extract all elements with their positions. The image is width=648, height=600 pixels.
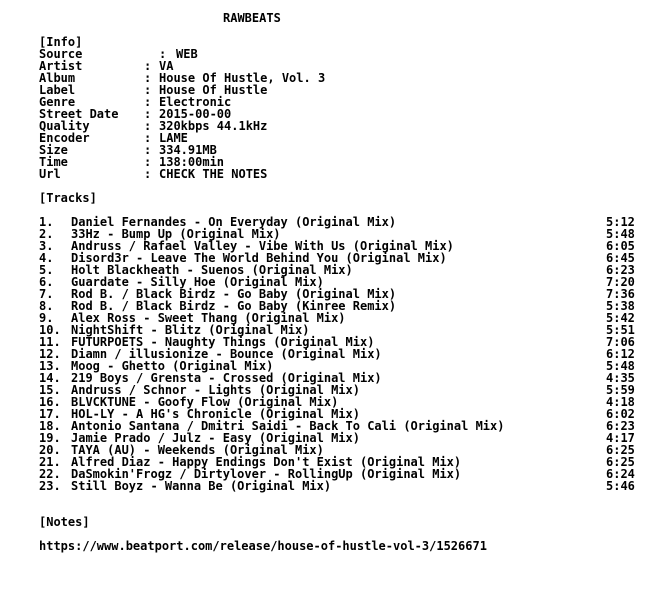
track-duration: 5:38 xyxy=(606,299,635,313)
track-title: Andruss / Rafael Valley - Vibe With Us (Original Mix) xyxy=(71,239,454,253)
track-duration: 6:02 xyxy=(606,407,635,421)
info-value-encoder: LAME xyxy=(159,131,188,145)
track-duration: 6:05 xyxy=(606,239,635,253)
info-label-time: Time xyxy=(39,155,68,169)
info-separator: : xyxy=(144,71,152,85)
track-number: 23. xyxy=(39,479,61,493)
track-number: 13. xyxy=(39,359,61,373)
notes-section-header: [Notes] xyxy=(39,515,90,529)
notes-url: https://www.beatport.com/release/house-of-hustle-vol-3/1526671 xyxy=(39,539,487,553)
track-number: 9. xyxy=(39,311,54,325)
info-value-source: WEB xyxy=(176,47,198,61)
info-label-album: Album xyxy=(39,71,76,85)
info-value-url: CHECK THE NOTES xyxy=(159,167,268,181)
track-duration: 5:51 xyxy=(606,323,635,337)
info-value-artist: VA xyxy=(159,59,174,73)
info-label-size: Size xyxy=(39,143,68,157)
track-number: 19. xyxy=(39,431,61,445)
info-value-album: House Of Hustle, Vol. 3 xyxy=(159,71,326,85)
info-separator: : xyxy=(144,167,152,181)
info-label-genre: Genre xyxy=(39,95,76,109)
track-number: 8. xyxy=(39,299,54,313)
track-number: 11. xyxy=(39,335,61,349)
info-label-street-date: Street Date xyxy=(39,107,119,121)
track-number: 7. xyxy=(39,287,54,301)
track-number: 2. xyxy=(39,227,54,241)
track-duration: 6:24 xyxy=(606,467,635,481)
track-title: Moog - Ghetto (Original Mix) xyxy=(71,359,274,373)
info-separator: : xyxy=(144,59,152,73)
track-number: 15. xyxy=(39,383,61,397)
info-value-street-date: 2015-00-00 xyxy=(159,107,232,121)
info-section-header: [Info] xyxy=(39,35,83,49)
track-title: Still Boyz - Wanna Be (Original Mix) xyxy=(71,479,332,493)
track-title: Guardate - Silly Hoe (Original Mix) xyxy=(71,275,324,289)
track-number: 4. xyxy=(39,251,54,265)
info-value-quality: 320kbps 44.1kHz xyxy=(159,119,268,133)
info-value-time: 138:00min xyxy=(159,155,225,169)
track-title: Holt Blackheath - Suenos (Original Mix) xyxy=(71,263,353,277)
track-title: TAYA (AU) - Weekends (Original Mix) xyxy=(71,443,324,457)
info-separator: : xyxy=(144,131,152,145)
track-title: NightShift - Blitz (Original Mix) xyxy=(71,323,310,337)
track-title: BLVCKTUNE - Goofy Flow (Original Mix) xyxy=(71,395,339,409)
track-duration: 6:23 xyxy=(606,419,635,433)
track-duration: 7:36 xyxy=(606,287,635,301)
track-title: 33Hz - Bump Up (Original Mix) xyxy=(71,227,281,241)
info-label-url: Url xyxy=(39,167,61,181)
track-number: 20. xyxy=(39,443,61,457)
track-number: 17. xyxy=(39,407,61,421)
track-duration: 7:06 xyxy=(606,335,635,349)
info-value-label: House Of Hustle xyxy=(159,83,268,97)
track-title: FUTURPOETS - Naughty Things (Original Mix) xyxy=(71,335,375,349)
track-title: Rod B. / Black Birdz - Go Baby (Kinree Remix) xyxy=(71,299,397,313)
track-number: 6. xyxy=(39,275,54,289)
track-title: Jamie Prado / Julz - Easy (Original Mix) xyxy=(71,431,360,445)
document-title: RAWBEATS xyxy=(223,11,281,25)
track-duration: 5:48 xyxy=(606,227,635,241)
track-duration: 4:17 xyxy=(606,431,635,445)
info-separator: : xyxy=(144,143,152,157)
info-label-source: Source xyxy=(39,47,83,61)
track-number: 21. xyxy=(39,455,61,469)
track-title: Alex Ross - Sweet Thang (Original Mix) xyxy=(71,311,346,325)
info-separator: : xyxy=(144,107,152,121)
track-number: 10. xyxy=(39,323,61,337)
track-title: Antonio Santana / Dmitri Saidi - Back To Cali (Original Mix) xyxy=(71,419,505,433)
track-duration: 4:18 xyxy=(606,395,635,409)
track-number: 5. xyxy=(39,263,54,277)
track-title: Daniel Fernandes - On Everyday (Original Mix) xyxy=(71,215,397,229)
track-duration: 6:25 xyxy=(606,443,635,457)
track-title: HOL-LY - A HG's Chronicle (Original Mix) xyxy=(71,407,360,421)
track-title: 219 Boys / Grensta - Crossed (Original Mix) xyxy=(71,371,382,385)
info-separator: : xyxy=(144,83,152,97)
track-number: 22. xyxy=(39,467,61,481)
info-separator: : xyxy=(159,47,167,61)
info-separator: : xyxy=(144,119,152,133)
info-separator: : xyxy=(144,155,152,169)
info-label-artist: Artist xyxy=(39,59,83,73)
track-duration: 5:46 xyxy=(606,479,635,493)
info-label-encoder: Encoder xyxy=(39,131,90,145)
info-label-label: Label xyxy=(39,83,76,97)
track-duration: 5:42 xyxy=(606,311,635,325)
track-title: Diamn / illusionize - Bounce (Original Mix) xyxy=(71,347,382,361)
track-number: 12. xyxy=(39,347,61,361)
track-title: Rod B. / Black Birdz - Go Baby (Original Mix) xyxy=(71,287,397,301)
info-separator: : xyxy=(144,95,152,109)
track-number: 3. xyxy=(39,239,54,253)
track-duration: 4:35 xyxy=(606,371,635,385)
track-duration: 6:45 xyxy=(606,251,635,265)
track-duration: 6:12 xyxy=(606,347,635,361)
track-number: 16. xyxy=(39,395,61,409)
track-duration: 5:12 xyxy=(606,215,635,229)
info-label-quality: Quality xyxy=(39,119,90,133)
track-duration: 7:20 xyxy=(606,275,635,289)
info-value-genre: Electronic xyxy=(159,95,232,109)
tracks-section-header: [Tracks] xyxy=(39,191,97,205)
track-duration: 5:59 xyxy=(606,383,635,397)
track-title: Andruss / Schnor - Lights (Original Mix) xyxy=(71,383,360,397)
info-value-size: 334.91MB xyxy=(159,143,217,157)
track-duration: 6:25 xyxy=(606,455,635,469)
track-number: 18. xyxy=(39,419,61,433)
track-title: Alfred Diaz - Happy Endings Don't Exist (Original Mix) xyxy=(71,455,462,469)
track-duration: 6:23 xyxy=(606,263,635,277)
track-duration: 5:48 xyxy=(606,359,635,373)
track-number: 14. xyxy=(39,371,61,385)
track-title: DaSmokin'Frogz / Dirtylover - RollingUp (Original Mix) xyxy=(71,467,462,481)
track-number: 1. xyxy=(39,215,54,229)
track-title: Disord3r - Leave The World Behind You (Original Mix) xyxy=(71,251,447,265)
